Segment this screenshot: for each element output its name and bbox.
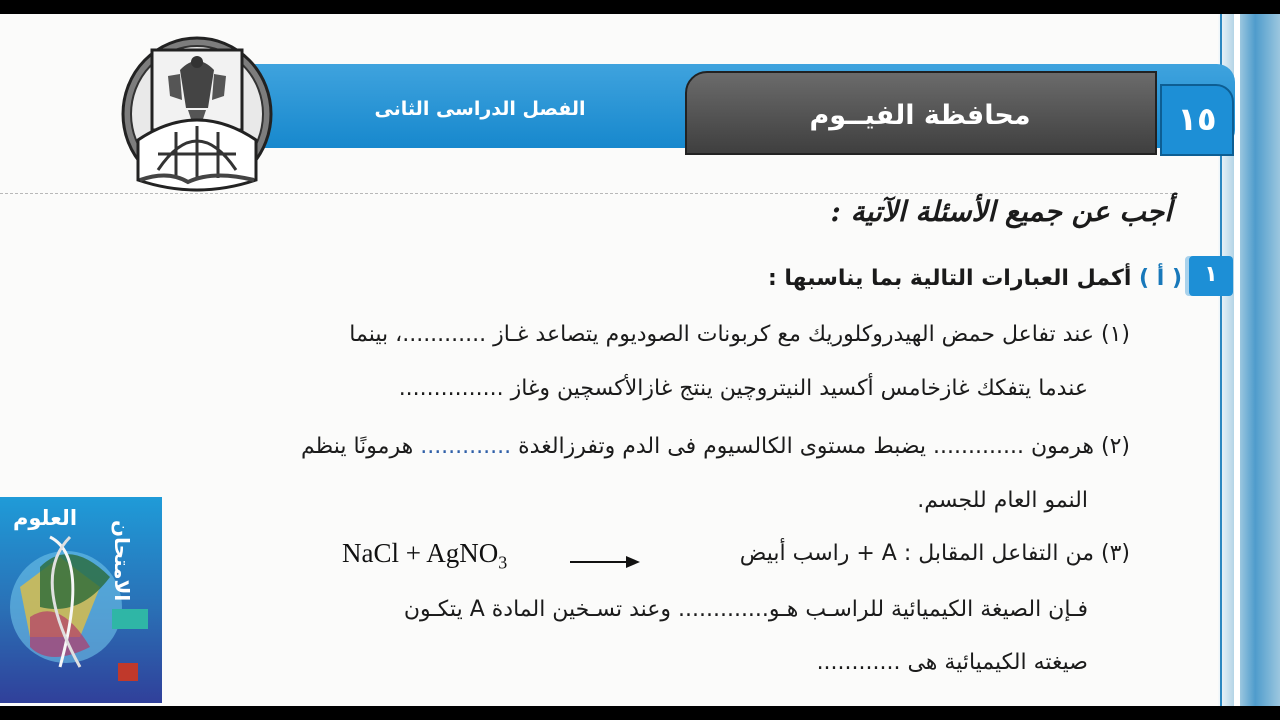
item1-line1: (١) عند تفاعل حمض الهيدروكلوريك مع كربونات الصوديوم يتصاعد غـاز ............، بينما xyxy=(349,322,1130,347)
part-title-text: أكمل العبارات التالية بما يناسبها : xyxy=(767,266,1132,291)
reaction-equation xyxy=(342,538,507,573)
item3-line2: فـإن الصيغة الكيميائية للراسـب هـو............. وعند تسـخين المادة A يتكـون xyxy=(403,597,1088,622)
question-number: ١ xyxy=(1204,262,1218,287)
reaction-arrow-icon xyxy=(568,554,640,570)
exam-instruction: أجب عن جميع الأسئلة الآتية : xyxy=(830,195,1172,228)
item2-start: (٢) هرمون ............. يضبط مستوى الكالسيوم فى الدم وتفرزالغدة xyxy=(518,434,1130,459)
governorate-seal-icon xyxy=(118,30,276,192)
page-number: ١٥ xyxy=(1177,100,1217,138)
equation-reactants: NaCl + AgNO xyxy=(342,538,499,568)
item3-line1: (٣) من التفاعل المقابل : A + راسب أبيض xyxy=(739,541,1130,566)
item3-line3: صيغته الكيميائية هى ............ xyxy=(816,650,1088,675)
governorate-name: محافظة الفيــوم xyxy=(809,100,1031,131)
header-divider xyxy=(0,193,1178,194)
item1-line2: عندما يتفكك غازخامس أكسيد النيتروچين ينتج غازالأكسچين وغاز ............... xyxy=(398,376,1088,401)
equation-subscript: 3 xyxy=(498,552,508,573)
item2-end: هرمونًا ينظم xyxy=(301,434,414,459)
item2-line2: النمو العام للجسم. xyxy=(917,488,1088,513)
part-title xyxy=(768,266,1182,291)
cover-title: العلوم xyxy=(12,506,78,530)
part-label: ( أ ) xyxy=(1139,266,1182,291)
item2-line1 xyxy=(301,434,1130,459)
item2-gland-blank: ............. xyxy=(420,434,512,459)
cover-series-title: الامتحان xyxy=(110,520,134,602)
semester-label: الفصل الدراسى الثانى xyxy=(374,98,586,120)
